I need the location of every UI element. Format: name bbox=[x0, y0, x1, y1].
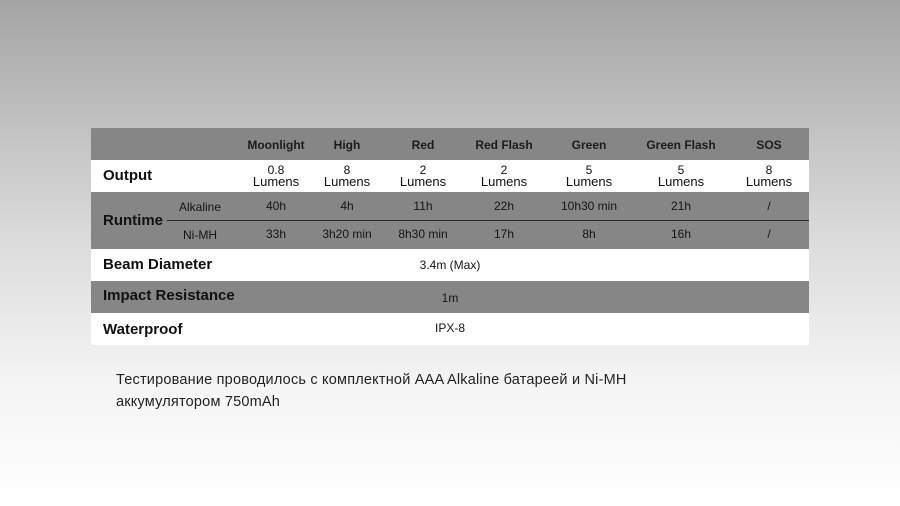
footnote-line-2: аккумулятором 750mAh bbox=[116, 394, 281, 410]
spec-table bbox=[91, 128, 809, 345]
runtime-alkaline-green: 10h30 min bbox=[560, 199, 618, 213]
output-value: 2 bbox=[419, 163, 427, 177]
output-high bbox=[319, 160, 375, 192]
output-moonlight bbox=[233, 160, 319, 192]
output-value: 5 bbox=[677, 163, 685, 177]
beam-diameter-value: 3.4m (Max) bbox=[419, 258, 481, 272]
runtime-nimh-green: 8h bbox=[582, 227, 596, 241]
header-moonlight: Moonlight bbox=[247, 138, 305, 152]
runtime-row bbox=[91, 192, 809, 249]
header-sos: SOS bbox=[756, 138, 782, 152]
output-label: Output bbox=[103, 167, 153, 184]
runtime-nimh-high: 3h20 min bbox=[322, 227, 372, 241]
runtime-nimh-sos: / bbox=[767, 227, 771, 241]
waterproof-label: Waterproof bbox=[103, 321, 183, 338]
output-unit: Lumens bbox=[745, 174, 793, 189]
runtime-alkaline-green-flash: 21h bbox=[670, 199, 692, 213]
runtime-alkaline-red-flash: 22h bbox=[493, 199, 515, 213]
output-green bbox=[545, 160, 633, 192]
output-value: 8 bbox=[343, 163, 351, 177]
impact-resistance-label: Impact Resistance bbox=[103, 287, 235, 304]
waterproof-row bbox=[91, 313, 809, 345]
output-unit: Lumens bbox=[323, 174, 371, 189]
output-red-flash bbox=[463, 160, 545, 192]
header-red: Red bbox=[411, 138, 435, 152]
waterproof-value: IPX-8 bbox=[434, 321, 465, 335]
runtime-alkaline-moonlight: 40h bbox=[265, 199, 287, 213]
output-value: 2 bbox=[500, 163, 508, 177]
runtime-label: Runtime bbox=[103, 212, 163, 229]
output-green-flash bbox=[633, 160, 729, 192]
beam-diameter-label: Beam Diameter bbox=[103, 256, 213, 273]
impact-resistance-value: 1m bbox=[441, 291, 459, 305]
output-red bbox=[389, 160, 457, 192]
header-green-flash: Green Flash bbox=[646, 138, 716, 152]
output-value: 8 bbox=[765, 163, 773, 177]
runtime-alkaline-red: 11h bbox=[413, 199, 433, 213]
output-sos bbox=[729, 160, 809, 192]
runtime-alkaline-label: Alkaline bbox=[178, 200, 222, 214]
output-value: 5 bbox=[585, 163, 593, 177]
runtime-alkaline-sos: / bbox=[767, 199, 771, 213]
output-unit: Lumens bbox=[399, 174, 447, 189]
test-footnote bbox=[116, 369, 796, 413]
runtime-nimh-moonlight: 33h bbox=[265, 227, 287, 241]
output-unit: Lumens bbox=[252, 174, 300, 189]
impact-resistance-row bbox=[91, 281, 809, 313]
beam-diameter-row bbox=[91, 249, 809, 281]
runtime-nimh-label: Ni-MH bbox=[183, 228, 217, 242]
output-row bbox=[91, 160, 809, 192]
output-unit: Lumens bbox=[657, 174, 705, 189]
output-value: 0.8 bbox=[267, 163, 285, 177]
footnote-line-1: Тестирование проводилось с комплектной AAA Alkaline батареей и Ni-MH bbox=[116, 372, 627, 388]
header-red-flash: Red Flash bbox=[475, 138, 533, 152]
runtime-nimh-green-flash: 16h bbox=[670, 227, 692, 241]
runtime-alkaline-high: 4h bbox=[340, 199, 354, 213]
output-unit: Lumens bbox=[565, 174, 613, 189]
output-unit: Lumens bbox=[480, 174, 528, 189]
header-high: High bbox=[333, 138, 361, 152]
header-green: Green bbox=[571, 138, 607, 152]
header-row bbox=[91, 128, 809, 160]
runtime-nimh-red-flash: 17h bbox=[493, 227, 515, 241]
runtime-nimh-red: 8h30 min bbox=[398, 227, 448, 241]
